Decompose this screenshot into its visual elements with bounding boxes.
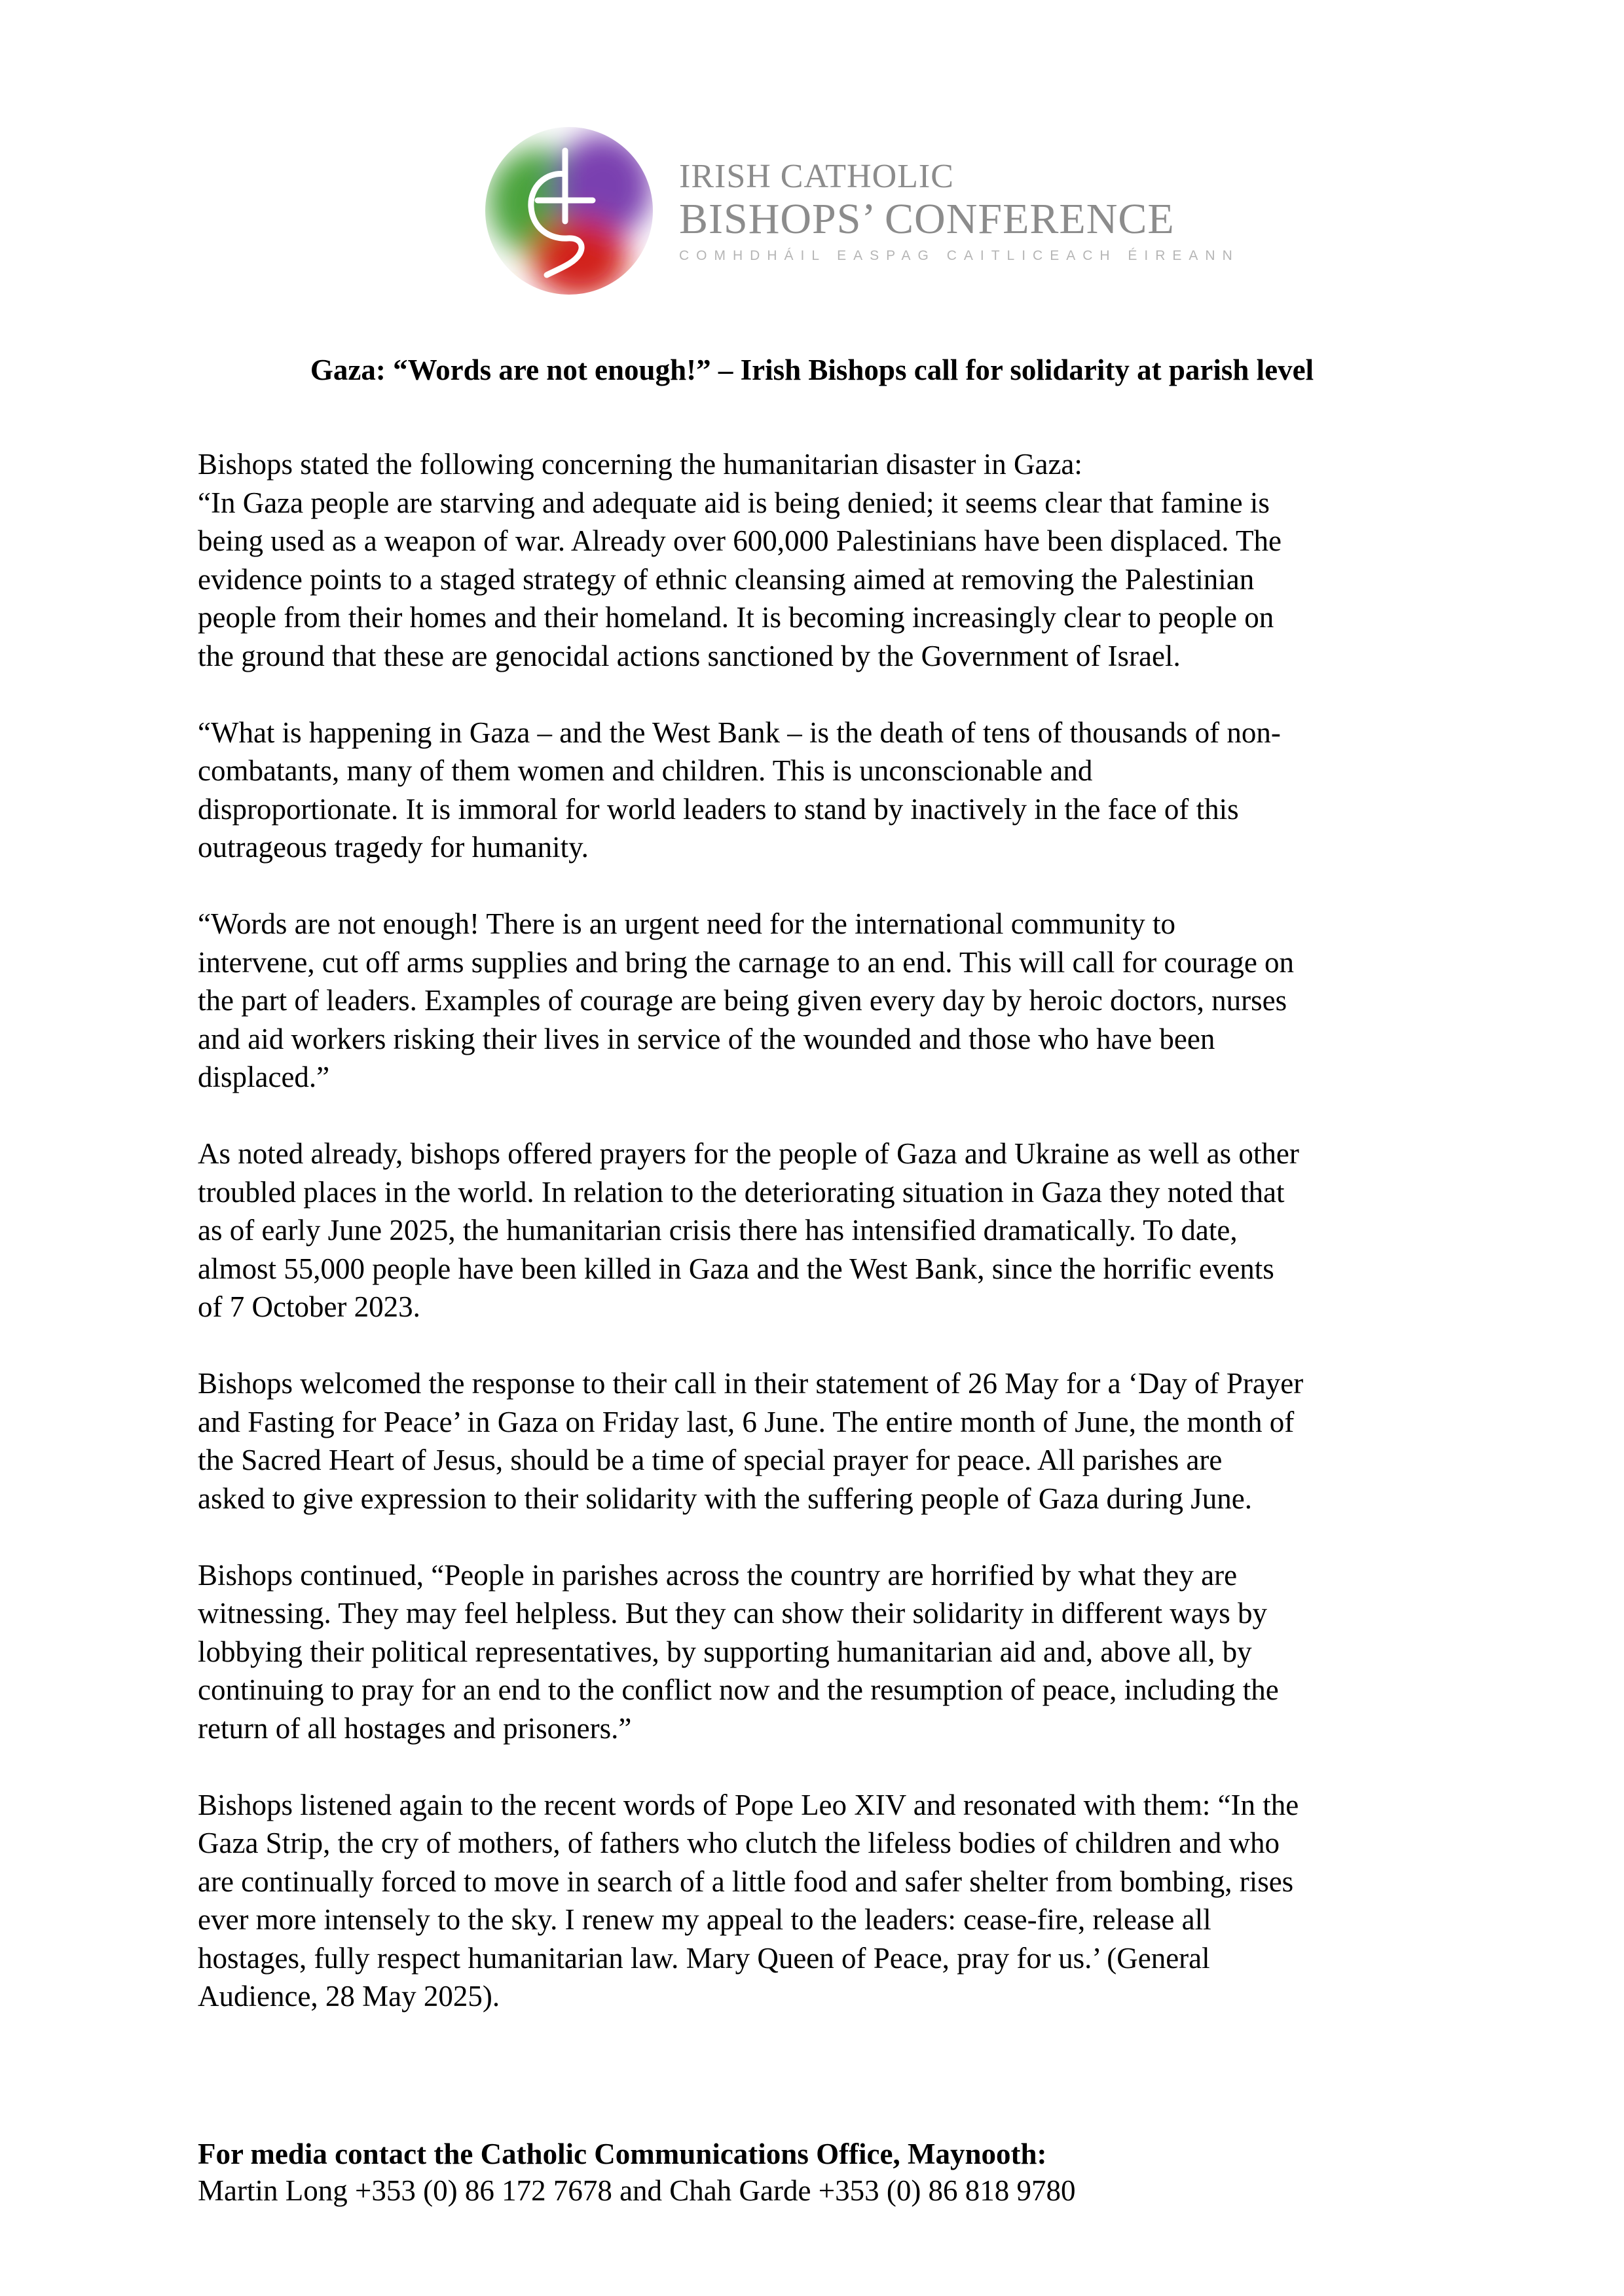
paragraph: “What is happening in Gaza – and the West Bank – is the death of tens of thousands of non- combatants, many of them women and children. This is unconscionable and disproportionate. It is immoral for world leaders to stand by inactively in the face of this outrageous tragedy for humanity. [198, 716, 1281, 864]
paragraph: Bishops welcomed the response to their call in their statement of 26 May for a ‘Day of Prayer and Fasting for Peace’ in Gaza on Friday last, 6 June. The entire month of June, the month of the Sacred Heart of Jesus, should be a time of special prayer for peace. All parishes are asked to give expression to their solidarity with the suffering people of Gaza during June. [198, 1367, 1304, 1515]
media-contact [198, 2136, 1442, 2209]
document-title: Gaza: “Words are not enough!” – Irish Bishops call for solidarity at parish level [310, 354, 1314, 386]
logo-line-2: BISHOPS’ CONFERENCE [679, 195, 1175, 243]
media-contact-details: Martin Long +353 (0) 86 172 7678 and Chah Garde +353 (0) 86 818 9780 [198, 2174, 1076, 2207]
logo-line-1: IRISH CATHOLIC [679, 158, 954, 195]
conference-logo [481, 118, 1240, 308]
cross-logo-icon [481, 123, 657, 299]
paragraph: Bishops listened again to the recent words of Pope Leo XIV and resonated with them: “In the Gaza Strip, the cry of mothers, of fathers who clutch the lifeless bodies of children and who are continually forced to move in search of a little food and safer shelter from bombing, rises ever more intensely to the sky. I renew my appeal to the leaders: cease-fire, release all hostages, fully respect humanitarian law. Mary Queen of Peace, pray for us.’ (General Audience, 28 May 2025). [198, 1788, 1299, 2013]
paragraph: “Words are not enough! There is an urgent need for the international community to intervene, cut off arms supplies and bring the carnage to an end. This will call for courage on the part of leaders. Examples of courage are being given every day by heroic doctors, nurses and aid workers risking their lives in service of the wounded and those who have been displaced.” [198, 907, 1295, 1093]
logo-line-3: COMHDHÁIL EASPAG CAITLICEACH ÉIREANN [679, 248, 1240, 263]
paragraph: As noted already, bishops offered prayers for the people of Gaza and Ukraine as well as other troubled places in the world. In relation to the deteriorating situation in Gaza they noted that as of early June 2025, the humanitarian crisis there has intensified dramatically. To date, almost 55,000 people have been killed in Gaza and the West Bank, since the horrific events of 7 October 2023. [198, 1137, 1299, 1323]
document-body [198, 445, 1442, 2054]
paragraph: Bishops continued, “People in parishes across the country are horrified by what they are witnessing. They may feel helpless. But they can show their solidarity in different ways by lobbying their political representatives, by supporting humanitarian aid and, above all, by continuing to pray for an end to the conflict now and the resumption of peace, including the return of all hostages and prisoners.” [198, 1558, 1279, 1745]
media-contact-heading: For media contact the Catholic Communications Office, Maynooth: [198, 2138, 1047, 2170]
paragraph: Bishops stated the following concerning the humanitarian disaster in Gaza: “In Gaza people are starving and adequate aid is being denied; it seems clear that famine is being used as a weapon of war. Already over 600,000 Palestinians have been displaced. The evidence points to a staged strategy of ethnic cleansing aimed at removing the Palestinian people from their homes and their homeland. It is becoming increasingly clear to people on the ground that these are genocidal actions sanctioned by the Government of Israel. [198, 448, 1282, 672]
logo-wordmark [679, 158, 1240, 264]
